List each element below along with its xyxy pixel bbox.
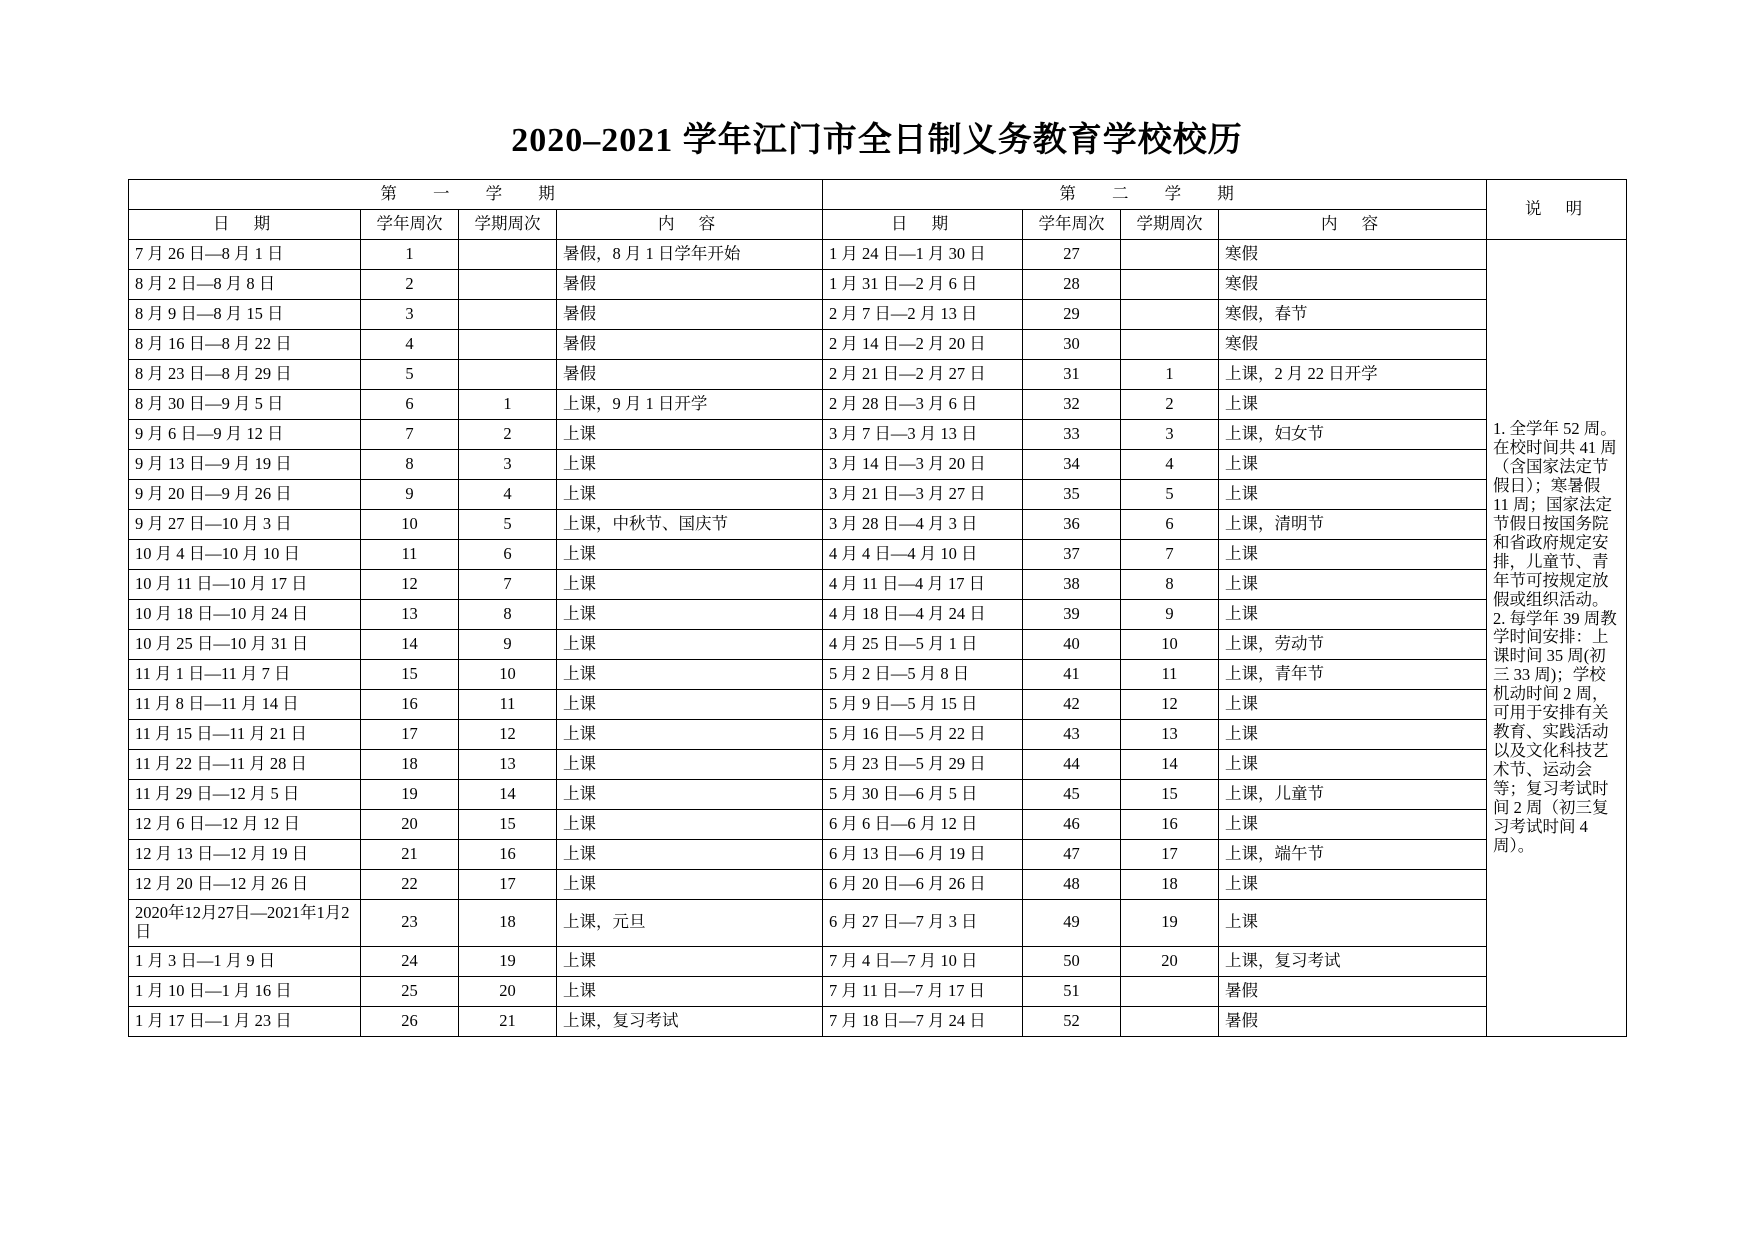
cell-date-sem1: 10 月 25 日—10 月 31 日: [129, 630, 361, 660]
cell-content-sem2: 上课，青年节: [1219, 660, 1487, 690]
table-row: [129, 690, 1627, 720]
table-row: [129, 870, 1627, 900]
table-row: [129, 330, 1627, 360]
cell-school-year-week-sem1: 24: [361, 946, 459, 976]
cell-term-week-sem1: [459, 240, 557, 270]
cell-term-week-sem1: [459, 300, 557, 330]
table-body: [129, 240, 1627, 1037]
cell-term-week-sem1: 6: [459, 540, 557, 570]
cell-content-sem1: 上课: [557, 660, 823, 690]
cell-date-sem1: 11 月 15 日—11 月 21 日: [129, 720, 361, 750]
cell-content-sem2: 上课: [1219, 870, 1487, 900]
semester-header-row: [129, 180, 1627, 210]
cell-date-sem2: 4 月 25 日—5 月 1 日: [823, 630, 1023, 660]
cell-content-sem1: 上课，9 月 1 日开学: [557, 390, 823, 420]
cell-date-sem1: 8 月 30 日—9 月 5 日: [129, 390, 361, 420]
cell-content-sem2: 上课: [1219, 690, 1487, 720]
column-header-school-year-week-2: 学年周次: [1023, 210, 1121, 240]
cell-school-year-week-sem2: 37: [1023, 540, 1121, 570]
table-row: [129, 450, 1627, 480]
cell-content-sem1: 暑假: [557, 360, 823, 390]
cell-school-year-week-sem2: 45: [1023, 780, 1121, 810]
cell-date-sem2: 4 月 18 日—4 月 24 日: [823, 600, 1023, 630]
cell-term-week-sem2: 8: [1121, 570, 1219, 600]
cell-date-sem1: 12 月 13 日—12 月 19 日: [129, 840, 361, 870]
cell-content-sem1: 上课: [557, 540, 823, 570]
cell-content-sem2: 寒假: [1219, 270, 1487, 300]
cell-school-year-week-sem2: 52: [1023, 1006, 1121, 1036]
cell-school-year-week-sem1: 5: [361, 360, 459, 390]
cell-term-week-sem1: 18: [459, 900, 557, 947]
cell-school-year-week-sem1: 22: [361, 870, 459, 900]
cell-school-year-week-sem2: 36: [1023, 510, 1121, 540]
school-calendar-table: [128, 179, 1627, 1037]
cell-school-year-week-sem2: 39: [1023, 600, 1121, 630]
cell-term-week-sem2: 14: [1121, 750, 1219, 780]
cell-content-sem1: 上课: [557, 420, 823, 450]
cell-term-week-sem1: 15: [459, 810, 557, 840]
column-header-school-year-week-1: 学年周次: [361, 210, 459, 240]
cell-school-year-week-sem1: 9: [361, 480, 459, 510]
cell-term-week-sem2: 1: [1121, 360, 1219, 390]
cell-content-sem2: 上课: [1219, 600, 1487, 630]
cell-date-sem2: 7 月 18 日—7 月 24 日: [823, 1006, 1023, 1036]
cell-school-year-week-sem2: 32: [1023, 390, 1121, 420]
page-title: 2020–2021 学年江门市全日制义务教育学校校历: [511, 122, 1243, 159]
column-header-date-1: 日 期: [129, 210, 361, 240]
table-row: [129, 1006, 1627, 1036]
cell-school-year-week-sem1: 3: [361, 300, 459, 330]
cell-school-year-week-sem2: 44: [1023, 750, 1121, 780]
cell-term-week-sem1: 4: [459, 480, 557, 510]
cell-term-week-sem2: 6: [1121, 510, 1219, 540]
cell-date-sem2: 5 月 16 日—5 月 22 日: [823, 720, 1023, 750]
cell-term-week-sem2: 10: [1121, 630, 1219, 660]
cell-content-sem2: 上课: [1219, 540, 1487, 570]
cell-school-year-week-sem1: 8: [361, 450, 459, 480]
cell-term-week-sem2: 13: [1121, 720, 1219, 750]
cell-content-sem2: 上课，劳动节: [1219, 630, 1487, 660]
cell-term-week-sem2: 16: [1121, 810, 1219, 840]
calendar-table-wrapper: [128, 179, 1626, 1037]
cell-school-year-week-sem1: 11: [361, 540, 459, 570]
cell-content-sem1: 上课: [557, 810, 823, 840]
column-header-content-1: 内 容: [557, 210, 823, 240]
cell-school-year-week-sem2: 43: [1023, 720, 1121, 750]
table-row: [129, 510, 1627, 540]
cell-term-week-sem1: 7: [459, 570, 557, 600]
cell-term-week-sem2: 20: [1121, 946, 1219, 976]
cell-content-sem1: 上课，元旦: [557, 900, 823, 947]
cell-term-week-sem2: 5: [1121, 480, 1219, 510]
table-row: [129, 240, 1627, 270]
notes-cell: [1487, 240, 1627, 1037]
table-row: [129, 720, 1627, 750]
cell-content-sem2: 上课: [1219, 570, 1487, 600]
cell-term-week-sem1: 12: [459, 720, 557, 750]
table-row: [129, 900, 1627, 947]
cell-term-week-sem2: 11: [1121, 660, 1219, 690]
cell-content-sem1: 上课: [557, 630, 823, 660]
cell-content-sem2: 上课: [1219, 450, 1487, 480]
cell-content-sem2: 上课，2 月 22 日开学: [1219, 360, 1487, 390]
cell-content-sem2: 上课，妇女节: [1219, 420, 1487, 450]
cell-school-year-week-sem1: 19: [361, 780, 459, 810]
cell-content-sem2: 上课: [1219, 900, 1487, 947]
cell-term-week-sem1: 13: [459, 750, 557, 780]
cell-date-sem2: 3 月 21 日—3 月 27 日: [823, 480, 1023, 510]
cell-content-sem2: 上课，复习考试: [1219, 946, 1487, 976]
cell-content-sem2: 暑假: [1219, 976, 1487, 1006]
note-paragraph: 1. 全学年 52 周。在校时间共 41 周（含国家法定节假日）；寒暑假 11 周；国家法定节假日按国务院和省政府规定安排，儿童节、青年节可按规定放假或组织活动。: [1493, 418, 1617, 609]
cell-content-sem2: 上课，儿童节: [1219, 780, 1487, 810]
cell-term-week-sem1: 2: [459, 420, 557, 450]
cell-date-sem1: 8 月 23 日—8 月 29 日: [129, 360, 361, 390]
cell-school-year-week-sem1: 18: [361, 750, 459, 780]
cell-school-year-week-sem1: 17: [361, 720, 459, 750]
cell-date-sem1: 1 月 3 日—1 月 9 日: [129, 946, 361, 976]
cell-date-sem1: 2020年12月27日—2021年1月2日: [129, 900, 361, 947]
cell-term-week-sem2: 18: [1121, 870, 1219, 900]
cell-date-sem2: 6 月 27 日—7 月 3 日: [823, 900, 1023, 947]
cell-content-sem1: 上课: [557, 870, 823, 900]
cell-school-year-week-sem1: 15: [361, 660, 459, 690]
cell-school-year-week-sem2: 50: [1023, 946, 1121, 976]
table-row: [129, 570, 1627, 600]
cell-date-sem1: 8 月 2 日—8 月 8 日: [129, 270, 361, 300]
cell-term-week-sem1: 9: [459, 630, 557, 660]
cell-term-week-sem2: 3: [1121, 420, 1219, 450]
table-row: [129, 540, 1627, 570]
cell-school-year-week-sem2: 51: [1023, 976, 1121, 1006]
cell-date-sem1: 11 月 1 日—11 月 7 日: [129, 660, 361, 690]
cell-date-sem2: 2 月 7 日—2 月 13 日: [823, 300, 1023, 330]
column-header-content-2: 内 容: [1219, 210, 1487, 240]
cell-term-week-sem1: 1: [459, 390, 557, 420]
cell-content-sem2: 寒假: [1219, 330, 1487, 360]
cell-term-week-sem2: [1121, 270, 1219, 300]
cell-content-sem1: 上课: [557, 946, 823, 976]
cell-school-year-week-sem1: 25: [361, 976, 459, 1006]
cell-term-week-sem1: 19: [459, 946, 557, 976]
table-row: [129, 750, 1627, 780]
cell-content-sem1: 上课: [557, 976, 823, 1006]
cell-content-sem2: 上课: [1219, 810, 1487, 840]
table-row: [129, 976, 1627, 1006]
cell-date-sem2: 5 月 23 日—5 月 29 日: [823, 750, 1023, 780]
cell-term-week-sem2: 15: [1121, 780, 1219, 810]
semester-1-header: 第 一 学 期: [129, 180, 823, 210]
cell-date-sem1: 11 月 8 日—11 月 14 日: [129, 690, 361, 720]
cell-school-year-week-sem2: 29: [1023, 300, 1121, 330]
cell-term-week-sem2: 4: [1121, 450, 1219, 480]
table-row: [129, 946, 1627, 976]
column-header-date-2: 日 期: [823, 210, 1023, 240]
cell-school-year-week-sem2: 27: [1023, 240, 1121, 270]
cell-school-year-week-sem2: 34: [1023, 450, 1121, 480]
semester-2-header: 第 二 学 期: [823, 180, 1487, 210]
cell-term-week-sem1: [459, 330, 557, 360]
cell-date-sem1: 1 月 10 日—1 月 16 日: [129, 976, 361, 1006]
cell-term-week-sem1: 16: [459, 840, 557, 870]
cell-term-week-sem1: 17: [459, 870, 557, 900]
cell-school-year-week-sem1: 10: [361, 510, 459, 540]
cell-school-year-week-sem1: 1: [361, 240, 459, 270]
cell-date-sem2: 1 月 31 日—2 月 6 日: [823, 270, 1023, 300]
cell-content-sem2: 上课: [1219, 720, 1487, 750]
cell-date-sem2: 6 月 6 日—6 月 12 日: [823, 810, 1023, 840]
cell-school-year-week-sem1: 7: [361, 420, 459, 450]
table-row: [129, 270, 1627, 300]
cell-content-sem1: 上课: [557, 720, 823, 750]
cell-term-week-sem1: [459, 270, 557, 300]
cell-school-year-week-sem1: 23: [361, 900, 459, 947]
table-row: [129, 840, 1627, 870]
cell-content-sem2: 寒假，春节: [1219, 300, 1487, 330]
note-column-header: 说 明: [1487, 180, 1627, 240]
cell-term-week-sem1: 20: [459, 976, 557, 1006]
cell-content-sem2: 暑假: [1219, 1006, 1487, 1036]
cell-content-sem2: 上课: [1219, 750, 1487, 780]
cell-content-sem1: 上课: [557, 840, 823, 870]
cell-term-week-sem1: 8: [459, 600, 557, 630]
cell-content-sem1: 上课: [557, 780, 823, 810]
cell-school-year-week-sem2: 35: [1023, 480, 1121, 510]
cell-school-year-week-sem2: 49: [1023, 900, 1121, 947]
cell-date-sem1: 7 月 26 日—8 月 1 日: [129, 240, 361, 270]
cell-term-week-sem2: 12: [1121, 690, 1219, 720]
cell-content-sem1: 上课: [557, 480, 823, 510]
table-row: [129, 480, 1627, 510]
cell-term-week-sem1: 21: [459, 1006, 557, 1036]
cell-date-sem2: 3 月 28 日—4 月 3 日: [823, 510, 1023, 540]
cell-date-sem2: 5 月 30 日—6 月 5 日: [823, 780, 1023, 810]
cell-school-year-week-sem1: 13: [361, 600, 459, 630]
cell-date-sem2: 5 月 2 日—5 月 8 日: [823, 660, 1023, 690]
table-row: [129, 600, 1627, 630]
cell-date-sem1: 12 月 20 日—12 月 26 日: [129, 870, 361, 900]
cell-date-sem2: 4 月 11 日—4 月 17 日: [823, 570, 1023, 600]
cell-term-week-sem1: 10: [459, 660, 557, 690]
cell-content-sem1: 暑假，8 月 1 日学年开始: [557, 240, 823, 270]
cell-date-sem1: 10 月 4 日—10 月 10 日: [129, 540, 361, 570]
cell-date-sem1: 9 月 6 日—9 月 12 日: [129, 420, 361, 450]
cell-content-sem1: 上课: [557, 450, 823, 480]
table-row: [129, 420, 1627, 450]
cell-date-sem1: 8 月 9 日—8 月 15 日: [129, 300, 361, 330]
note-paragraph: 2. 每学年 39 周教学时间安排：上课时间 35 周(初三 33 周)；学校机动时间 2 周，可用于安排有关教育、实践活动以及文化科技艺术节、运动会等；复习考试时间 2 周（初三复习考试时间 4 周）。: [1493, 608, 1617, 856]
cell-date-sem2: 6 月 13 日—6 月 19 日: [823, 840, 1023, 870]
cell-school-year-week-sem2: 28: [1023, 270, 1121, 300]
cell-content-sem1: 上课: [557, 750, 823, 780]
cell-date-sem2: 7 月 4 日—7 月 10 日: [823, 946, 1023, 976]
cell-school-year-week-sem2: 41: [1023, 660, 1121, 690]
cell-term-week-sem1: 5: [459, 510, 557, 540]
cell-term-week-sem2: [1121, 300, 1219, 330]
table-row: [129, 660, 1627, 690]
cell-school-year-week-sem2: 42: [1023, 690, 1121, 720]
cell-date-sem1: 1 月 17 日—1 月 23 日: [129, 1006, 361, 1036]
cell-date-sem2: 2 月 21 日—2 月 27 日: [823, 360, 1023, 390]
cell-school-year-week-sem2: 38: [1023, 570, 1121, 600]
cell-content-sem1: 暑假: [557, 300, 823, 330]
cell-date-sem1: 11 月 22 日—11 月 28 日: [129, 750, 361, 780]
cell-school-year-week-sem1: 21: [361, 840, 459, 870]
cell-content-sem2: 上课: [1219, 390, 1487, 420]
cell-term-week-sem2: [1121, 330, 1219, 360]
cell-content-sem2: 上课，端午节: [1219, 840, 1487, 870]
cell-school-year-week-sem1: 2: [361, 270, 459, 300]
cell-school-year-week-sem2: 33: [1023, 420, 1121, 450]
cell-school-year-week-sem2: 31: [1023, 360, 1121, 390]
cell-date-sem1: 9 月 27 日—10 月 3 日: [129, 510, 361, 540]
cell-content-sem1: 上课: [557, 690, 823, 720]
cell-term-week-sem2: [1121, 976, 1219, 1006]
cell-content-sem1: 暑假: [557, 330, 823, 360]
cell-term-week-sem2: 17: [1121, 840, 1219, 870]
cell-date-sem1: 10 月 11 日—10 月 17 日: [129, 570, 361, 600]
cell-school-year-week-sem2: 47: [1023, 840, 1121, 870]
cell-term-week-sem1: 14: [459, 780, 557, 810]
cell-school-year-week-sem1: 12: [361, 570, 459, 600]
cell-date-sem2: 1 月 24 日—1 月 30 日: [823, 240, 1023, 270]
cell-date-sem1: 12 月 6 日—12 月 12 日: [129, 810, 361, 840]
cell-date-sem2: 3 月 14 日—3 月 20 日: [823, 450, 1023, 480]
cell-school-year-week-sem2: 40: [1023, 630, 1121, 660]
cell-content-sem1: 上课，中秋节、国庆节: [557, 510, 823, 540]
cell-date-sem1: 11 月 29 日—12 月 5 日: [129, 780, 361, 810]
cell-school-year-week-sem1: 20: [361, 810, 459, 840]
cell-date-sem1: 9 月 13 日—9 月 19 日: [129, 450, 361, 480]
cell-date-sem2: 2 月 14 日—2 月 20 日: [823, 330, 1023, 360]
table-row: [129, 300, 1627, 330]
table-row: [129, 360, 1627, 390]
table-row: [129, 390, 1627, 420]
column-header-term-week-2: 学期周次: [1121, 210, 1219, 240]
cell-school-year-week-sem2: 46: [1023, 810, 1121, 840]
cell-school-year-week-sem1: 26: [361, 1006, 459, 1036]
cell-content-sem1: 上课，复习考试: [557, 1006, 823, 1036]
cell-content-sem2: 上课: [1219, 480, 1487, 510]
cell-content-sem1: 上课: [557, 600, 823, 630]
cell-date-sem2: 5 月 9 日—5 月 15 日: [823, 690, 1023, 720]
cell-term-week-sem1: 3: [459, 450, 557, 480]
cell-school-year-week-sem2: 30: [1023, 330, 1121, 360]
cell-school-year-week-sem1: 4: [361, 330, 459, 360]
cell-date-sem2: 7 月 11 日—7 月 17 日: [823, 976, 1023, 1006]
cell-term-week-sem1: 11: [459, 690, 557, 720]
cell-date-sem1: 8 月 16 日—8 月 22 日: [129, 330, 361, 360]
column-header-term-week-1: 学期周次: [459, 210, 557, 240]
cell-date-sem2: 4 月 4 日—4 月 10 日: [823, 540, 1023, 570]
table-row: [129, 810, 1627, 840]
table-row: [129, 780, 1627, 810]
cell-term-week-sem2: 2: [1121, 390, 1219, 420]
table-header: [129, 180, 1627, 240]
column-header-row: [129, 210, 1627, 240]
table-row: [129, 630, 1627, 660]
cell-school-year-week-sem1: 16: [361, 690, 459, 720]
cell-term-week-sem2: [1121, 240, 1219, 270]
cell-term-week-sem2: 9: [1121, 600, 1219, 630]
cell-school-year-week-sem1: 6: [361, 390, 459, 420]
cell-date-sem2: 2 月 28 日—3 月 6 日: [823, 390, 1023, 420]
cell-date-sem1: 9 月 20 日—9 月 26 日: [129, 480, 361, 510]
cell-term-week-sem2: [1121, 1006, 1219, 1036]
cell-content-sem1: 暑假: [557, 270, 823, 300]
cell-school-year-week-sem1: 14: [361, 630, 459, 660]
cell-date-sem2: 6 月 20 日—6 月 26 日: [823, 870, 1023, 900]
cell-term-week-sem2: 19: [1121, 900, 1219, 947]
cell-date-sem1: 10 月 18 日—10 月 24 日: [129, 600, 361, 630]
cell-date-sem2: 3 月 7 日—3 月 13 日: [823, 420, 1023, 450]
cell-school-year-week-sem2: 48: [1023, 870, 1121, 900]
cell-content-sem1: 上课: [557, 570, 823, 600]
cell-term-week-sem1: [459, 360, 557, 390]
cell-content-sem2: 上课，清明节: [1219, 510, 1487, 540]
cell-term-week-sem2: 7: [1121, 540, 1219, 570]
cell-content-sem2: 寒假: [1219, 240, 1487, 270]
